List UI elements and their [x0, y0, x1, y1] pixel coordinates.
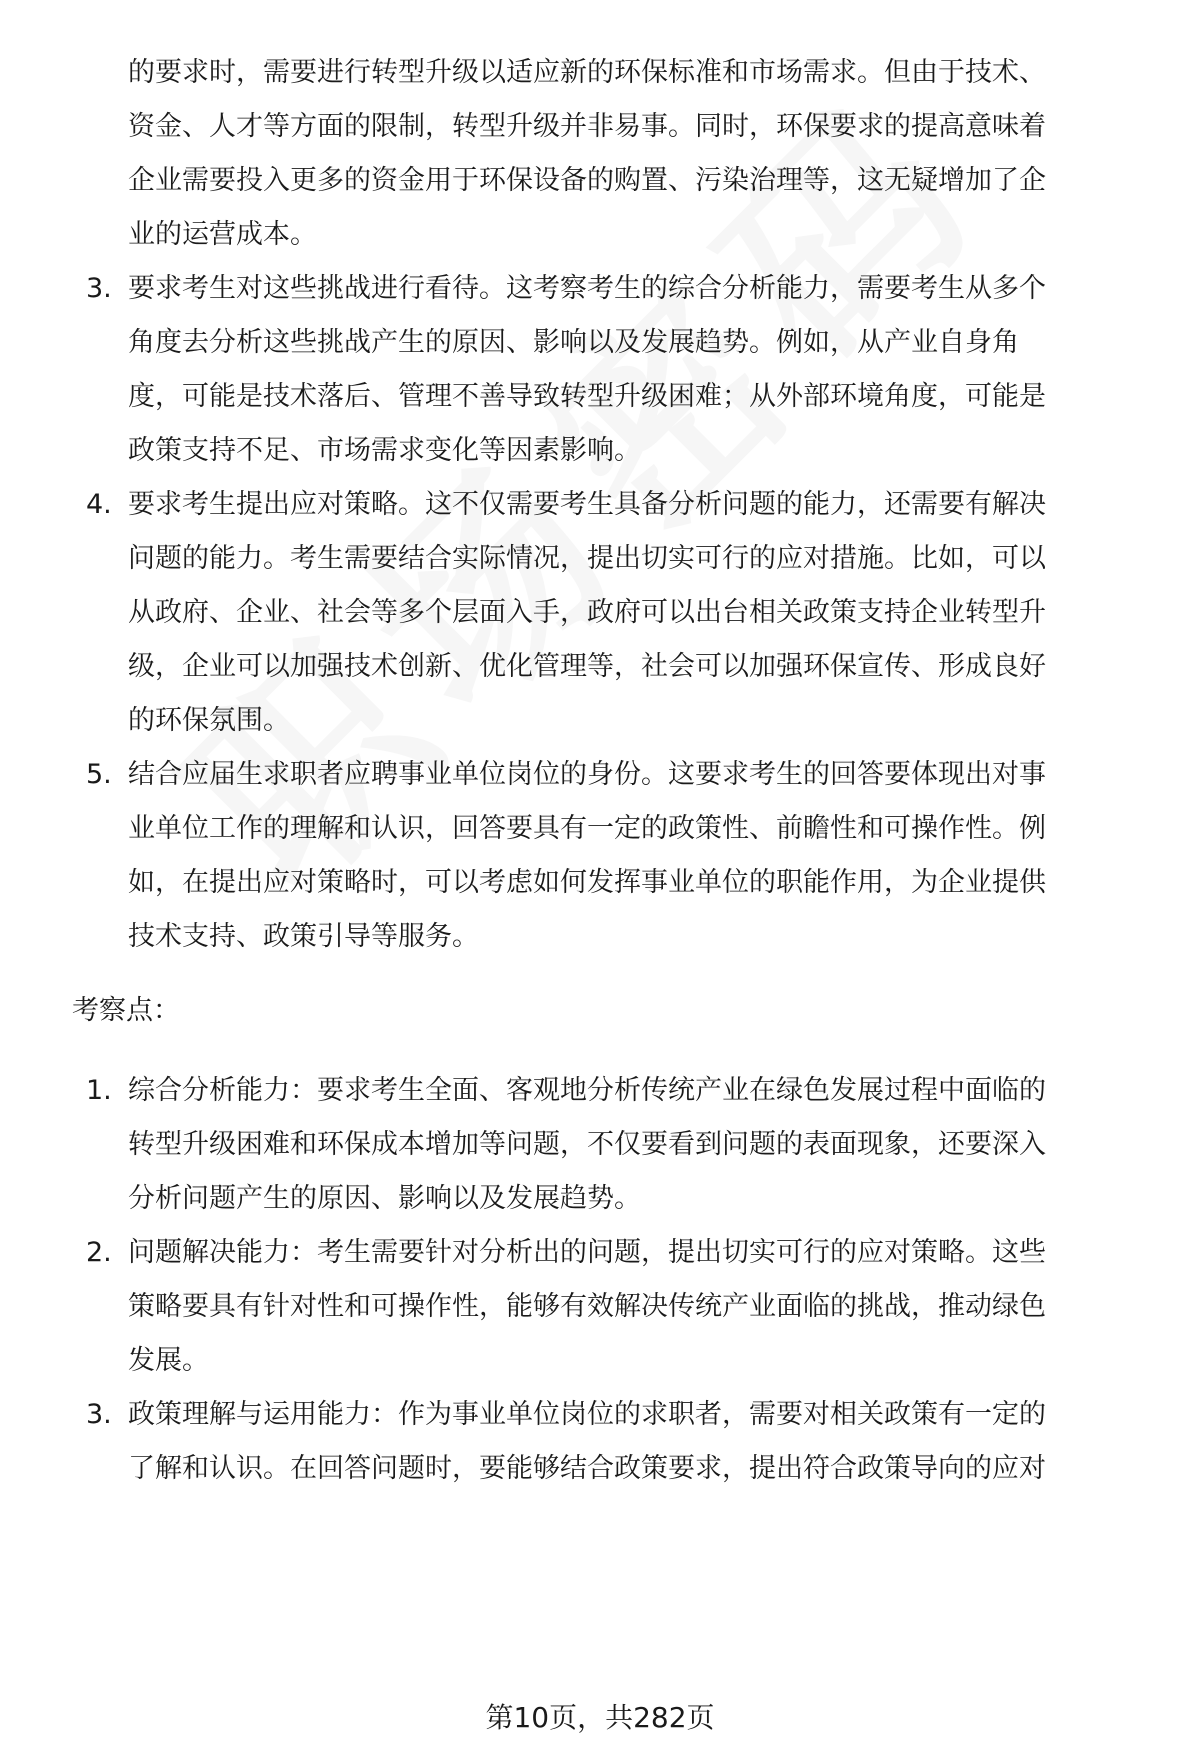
list-item-line: 从政府、企业、社会等多个层面入手，政府可以出台相关政策支持企业转型升 — [128, 597, 1046, 628]
intro-line: 的要求时，需要进行转型升级以适应新的环保标准和市场需求。但由于技术、 — [128, 57, 1046, 88]
list-item-line: 角度去分析这些挑战产生的原因、影响以及发展趋势。例如，从产业自身角 — [128, 327, 1019, 358]
list-item-line: 如，在提出应对策略时，可以考虑如何发挥事业单位的职能作用，为企业提供 — [128, 867, 1046, 898]
list-item-line: 问题的能力。考生需要结合实际情况，提出切实可行的应对措施。比如，可以 — [128, 543, 1046, 574]
list-item-line: 度，可能是技术落后、管理不善导致转型升级困难；从外部环境角度，可能是 — [128, 381, 1046, 412]
list-item-line: 业单位工作的理解和认识，回答要具有一定的政策性、前瞻性和可操作性。例 — [128, 813, 1046, 844]
list-number: 2. — [86, 1237, 112, 1268]
list-item-line: 政策支持不足、市场需求变化等因素影响。 — [128, 435, 641, 466]
list-item-line: 要求考生对这些挑战进行看待。这考察考生的综合分析能力，需要考生从多个 — [128, 273, 1046, 304]
list-number: 1. — [86, 1075, 112, 1106]
point-line: 发展。 — [128, 1345, 209, 1376]
point-line: 策略要具有针对性和可操作性，能够有效解决传统产业面临的挑战，推动绿色 — [128, 1291, 1046, 1322]
point-line: 问题解决能力：考生需要针对分析出的问题，提出切实可行的应对策略。这些 — [128, 1237, 1046, 1268]
list-number: 4. — [86, 489, 112, 520]
point-line: 了解和认识。在回答问题时，要能够结合政策要求，提出符合政策导向的应对 — [128, 1453, 1046, 1484]
point-line: 政策理解与运用能力：作为事业单位岗位的求职者，需要对相关政策有一定的 — [128, 1399, 1046, 1430]
point-line: 分析问题产生的原因、影响以及发展趋势。 — [128, 1183, 641, 1214]
list-item-line: 的环保氛围。 — [128, 705, 290, 736]
list-item-line: 结合应届生求职者应聘事业单位岗位的身份。这要求考生的回答要体现出对事 — [128, 759, 1046, 790]
section-heading: 考察点： — [72, 995, 180, 1026]
list-item-line: 技术支持、政策引导等服务。 — [128, 921, 479, 952]
list-item-line: 要求考生提出应对策略。这不仅需要考生具备分析问题的能力，还需要有解决 — [128, 489, 1046, 520]
list-number: 3. — [86, 273, 112, 304]
list-number: 5. — [86, 759, 112, 790]
list-number: 3. — [86, 1399, 112, 1430]
intro-line: 资金、人才等方面的限制，转型升级并非易事。同时，环保要求的提高意味着 — [128, 111, 1046, 142]
point-line: 转型升级困难和环保成本增加等问题，不仅要看到问题的表面现象，还要深入 — [128, 1129, 1046, 1160]
intro-line: 业的运营成本。 — [128, 219, 317, 250]
list-item-line: 级，企业可以加强技术创新、优化管理等，社会可以加强环保宣传、形成良好 — [128, 651, 1046, 682]
point-line: 综合分析能力：要求考生全面、客观地分析传统产业在绿色发展过程中面临的 — [128, 1075, 1046, 1106]
page-number: 第10页，共282页 — [485, 1701, 715, 1734]
intro-line: 企业需要投入更多的资金用于环保设备的购置、污染治理等，这无疑增加了企 — [128, 165, 1046, 196]
